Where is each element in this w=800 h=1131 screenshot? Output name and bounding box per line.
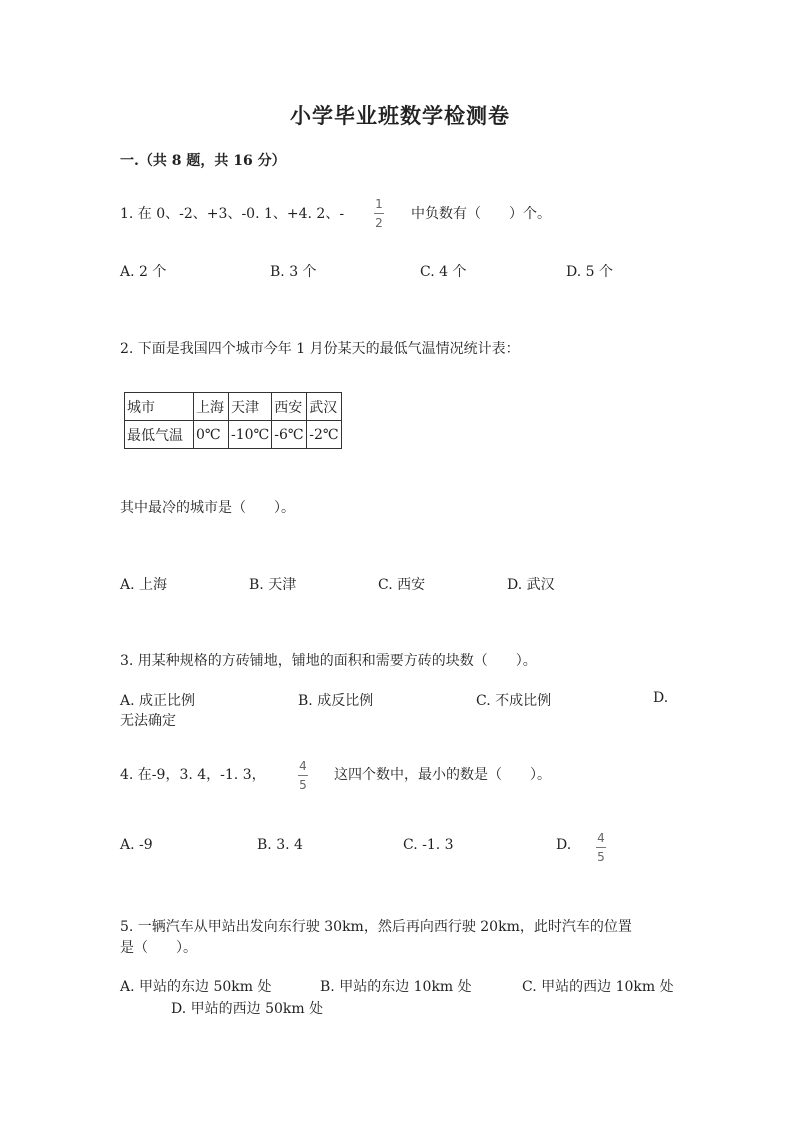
q5-option-b[interactable]: B. 甲站的东边 10km 处 — [320, 979, 472, 995]
q4-fraction-denominator: 5 — [299, 778, 307, 792]
q1-option-c[interactable]: C. 4 个 — [420, 264, 467, 280]
table-cell: -10℃ — [229, 421, 272, 449]
q4-fraction-numerator: 4 — [299, 759, 307, 773]
section-heading: 一.（共 8 题，共 16 分） — [120, 153, 286, 169]
q4-option-a[interactable]: A. -9 — [120, 837, 153, 853]
q2-option-c[interactable]: C. 西安 — [378, 577, 426, 593]
q3-option-c[interactable]: C. 不成比例 — [476, 693, 552, 709]
q1-fraction-denominator: 2 — [375, 216, 383, 230]
table-cell: -6℃ — [272, 421, 307, 449]
fraction-bar — [298, 775, 308, 776]
q4-option-c[interactable]: C. -1. 3 — [403, 837, 454, 853]
table-cell: 最低气温 — [125, 421, 194, 449]
page-title: 小学毕业班数学检测卷 — [290, 103, 510, 128]
q4-option-d-denominator: 5 — [597, 850, 605, 864]
q4-option-b[interactable]: B. 3. 4 — [257, 837, 303, 853]
q1-stem-before: 1. 在 0、-2、+3、-0. 1、+4. 2、- — [120, 206, 345, 222]
q3-option-d-text[interactable]: 无法确定 — [120, 713, 176, 729]
q2-option-d[interactable]: D. 武汉 — [507, 577, 555, 593]
fraction-bar — [374, 213, 384, 214]
q5-option-c[interactable]: C. 甲站的西边 10km 处 — [522, 979, 674, 995]
table-cell: 西安 — [272, 393, 307, 421]
q2-stem: 2. 下面是我国四个城市今年 1 月份某天的最低气温情况统计表： — [120, 341, 520, 357]
q3-option-a[interactable]: A. 成正比例 — [120, 693, 196, 709]
table-cell: 武汉 — [307, 393, 342, 421]
q1-option-d[interactable]: D. 5 个 — [566, 264, 613, 280]
q3-stem: 3. 用某种规格的方砖铺地，铺地的面积和需要方砖的块数（ ）。 — [120, 653, 537, 669]
table-cell: 0℃ — [194, 421, 229, 449]
table-header-row — [125, 393, 342, 421]
table-row — [125, 421, 342, 449]
q2-option-b[interactable]: B. 天津 — [249, 577, 297, 593]
q4-option-d-fraction[interactable] — [596, 832, 606, 863]
q5-option-a[interactable]: A. 甲站的东边 50km 处 — [120, 979, 272, 995]
q2-option-a[interactable]: A. 上海 — [120, 577, 168, 593]
q1-option-b[interactable]: B. 3 个 — [270, 264, 317, 280]
temperature-table — [124, 392, 342, 449]
q3-option-b[interactable]: B. 成反比例 — [298, 693, 374, 709]
q1-fraction-numerator: 1 — [375, 197, 383, 211]
table-cell: -2℃ — [307, 421, 342, 449]
table-cell: 城市 — [125, 393, 194, 421]
q1-option-a[interactable]: A. 2 个 — [120, 264, 167, 280]
q4-option-d[interactable]: D. — [556, 837, 572, 853]
q1-stem-after: 中负数有（ ）个。 — [411, 206, 551, 222]
table-cell: 天津 — [229, 393, 272, 421]
q4-stem-before: 4. 在-9，3. 4，-1. 3， — [120, 767, 266, 783]
q3-option-d[interactable]: D. — [653, 690, 669, 706]
q1-fraction — [374, 198, 384, 229]
q4-stem-after: 这四个数中，最小的数是（ ）。 — [334, 767, 551, 783]
q4-fraction — [298, 760, 308, 791]
table-cell: 上海 — [194, 393, 229, 421]
q4-option-d-numerator: 4 — [597, 831, 605, 845]
q2-question: 其中最冷的城市是（ ）。 — [120, 500, 295, 516]
fraction-bar — [596, 847, 606, 848]
q5-option-d[interactable]: D. 甲站的西边 50km 处 — [171, 1001, 324, 1017]
q5-stem-line1: 5. 一辆汽车从甲站出发向东行驶 30km，然后再向西行驶 20km，此时汽车的位置 — [120, 919, 632, 935]
q5-stem-line2: 是（ ）。 — [120, 940, 197, 956]
